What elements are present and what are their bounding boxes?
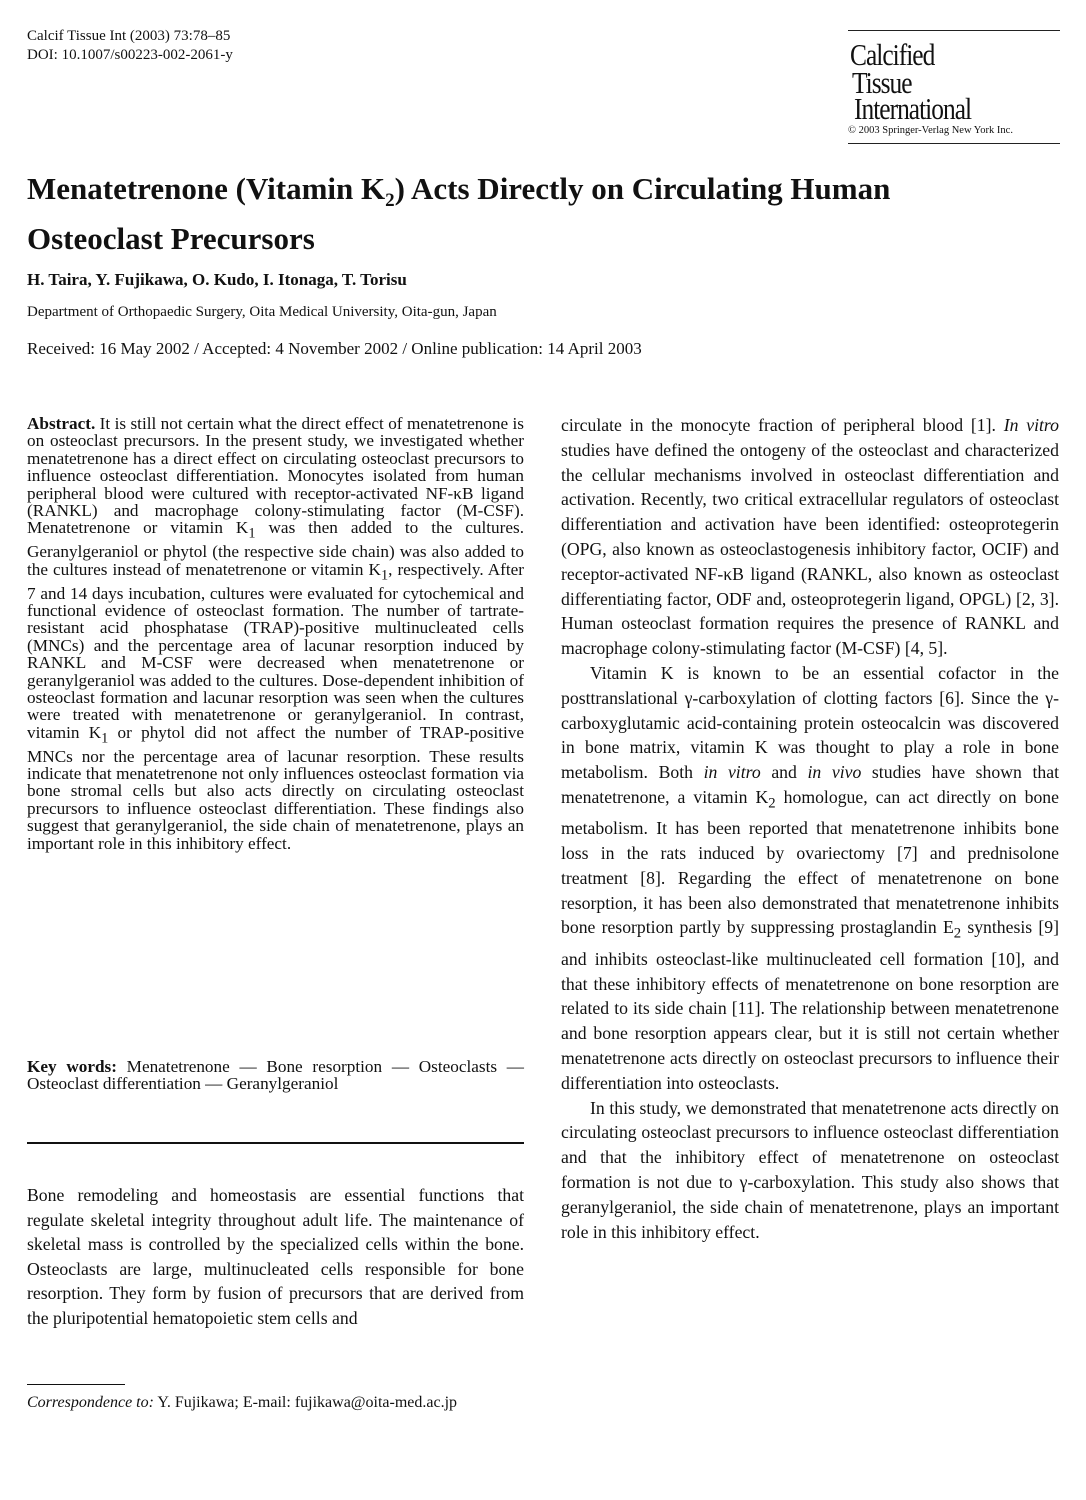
author-list: H. Taira, Y. Fujikawa, O. Kudo, I. Itonaga, T. Torisu <box>27 270 407 289</box>
journal-doi: DOI: 10.1007/s00223-002-2061-y <box>27 47 233 63</box>
p2-text-d: homologue, can act directly on bone metabolism. It has been reported that menatetrenone inhibits bone loss in the rats induced by ovariectomy [7] and prednisolone treatment [8]. Regarding the effect of menatetrenone on bone resorption, it has been also demonstrated that menatetrenone inhibits bone resorption partly by suppressing prostaglandin E <box>561 786 1059 938</box>
p2-text-c: studies have shown that menatetrenone, a vitamin K <box>561 762 1059 807</box>
introduction-left-column: Bone remodeling and homeostasis are essential functions that regulate skeletal integrity throughout adult life. The maintenance of skeletal mass is controlled by the specialized cells within the bone. Osteoclasts are large, multinucleated cells responsible for bone resorption. They form by fusion of precursors that are derived from the pluripotential hematopoietic stem cells and <box>27 1185 524 1328</box>
abstract-text-2: was then added to the cultures. Geranylgeraniol or phytol (the respective side chain) was also added to the cultures instead of menatetrenone or vitamin K <box>27 518 524 579</box>
abstract-sub-1: 1 <box>248 525 256 542</box>
title-subscript: 2 <box>385 190 395 212</box>
p2-sub-2: 2 <box>953 926 962 942</box>
publication-dates: Received: 16 May 2002 / Accepted: 4 November 2002 / Online publication: 14 April 2003 <box>27 339 642 358</box>
abstract-label: Abstract. <box>27 414 96 433</box>
journal-logo <box>848 30 1060 144</box>
journal-reference <box>27 27 233 65</box>
introduction-right-column <box>561 413 1059 1244</box>
article-title <box>27 170 1067 258</box>
keywords-text: Menatetrenone — Bone resorption — Osteoclasts — Osteoclast differentiation — Geranylgeraniol <box>27 1057 524 1094</box>
logo-word-calcified: Calcified <box>850 37 935 72</box>
footnote-label: Correspondence to: <box>27 1394 154 1411</box>
paragraph-1 <box>561 413 1059 661</box>
abstract-sub-3: 1 <box>101 730 109 747</box>
title-part-2: ) Acts Directly on Circulating Human <box>394 171 891 206</box>
p1-italic: In vitro <box>1003 415 1059 435</box>
logo-word-tissue: Tissue <box>852 65 912 100</box>
p2-text-a: Vitamin K is known to be an essential cofactor in the posttranslational γ-carboxylation of clotting factors [6]. Since the γ-carboxyglutamic acid-containing protein osteocalcin was discovered in bone matrix, vitamin K was thought to play a role in bone metabolism. Both <box>561 662 1059 783</box>
abstract <box>27 415 524 852</box>
p2-italic-2: in vivo <box>807 762 862 783</box>
p2-sub-1: 2 <box>768 795 776 812</box>
paragraph-3: In this study, we demonstrated that menatetrenone acts directly on circulating osteoclast precursors to influence osteoclast differentiation and that the inhibitory effect of menatetrenone on osteoclast formation is not due to γ-carboxylation. This study also shows that geranylgeraniol, the side chain of menatetrenone, plays an important role in this inhibitory effect. <box>561 1097 1059 1242</box>
footnote-divider <box>27 1384 125 1385</box>
p1-text-b: studies have defined the ontogeny of the osteoclast and characterized the cellular mechanisms involved in osteoclast differentiation and activation. Recently, two critical extracellular regulators of osteoclast differentiation and activation have been identified: osteoprotegerin (OPG, also known as osteoclastogenesis inhibitory factor, OCIF) and receptor-activated NF-κB ligand (RANKL, also known as osteoclast differentiating factor, ODF and, osteoprotegerin ligand, OPGL) [2, 3]. Human osteoclast formation requires the presence of RANKL and macrophage colony-stimulating factor (M-CSF) [4, 5]. <box>561 439 1059 659</box>
p2-italic-1: in vitro <box>703 762 761 783</box>
publisher-copyright: © 2003 Springer-Verlag New York Inc. <box>848 125 1013 136</box>
p1-text-a: circulate in the monocyte fraction of peripheral blood [1]. <box>561 415 1004 435</box>
affiliation: Department of Orthopaedic Surgery, Oita Medical University, Oita-gun, Japan <box>27 304 497 320</box>
abstract-text-4: or phytol did not affect the number of TRAP-positive MNCs nor the percentage area of lacunar resorption. These results indicate that menatetrenone not only influences osteoclast formation via bone stromal cells but also acts directly on circulating osteoclast precursors to influence osteoclast differentiation. These findings also suggest that geranylgeraniol, the side chain of menatetrenone, plays an important role in this inhibitory effect. <box>27 722 524 853</box>
title-line-2: Osteoclast Precursors <box>27 221 315 257</box>
correspondence-footnote <box>27 1394 524 1412</box>
title-part-1: Menatetrenone (Vitamin K <box>27 171 386 206</box>
abstract-text-3: , respectively. After 7 and 14 days incubation, cultures were evaluated for cytochemical and functional evidence of osteoclast formation. The number of tartrate-resistant acid phosphatase (TRAP)-positive multinucleated cells (MNCs) and the percentage area of lacunar resorption induced by RANKL and M-CSF were decreased when menatetrenone or geranylgeraniol was added to the cultures. Dose-dependent inhibition of osteoclast formation and lacunar resorption was seen when the cultures were treated with menatetrenone or geranylgeraniol. In contrast, vitamin K <box>27 559 525 742</box>
logo-word-international: International <box>854 91 972 126</box>
journal-citation: Calcif Tissue Int (2003) 73:78–85 <box>27 28 231 44</box>
abstract-text-1: It is still not certain what the direct effect of menatetrenone is on osteoclast precursors. In the present study, we investigated whether menatetrenone has a direct effect on circulating osteoclast precursors to influence osteoclast differentiation. Monocytes isolated from human peripheral blood were cultured with receptor-activated NF-κB ligand (RANKL) and macrophage colony-stimulating factor (M-CSF). Menatetrenone or vitamin K <box>27 414 524 538</box>
section-divider <box>27 1142 524 1144</box>
paragraph-2 <box>561 661 1059 1096</box>
p2-text-e: synthesis [9] and inhibits osteoclast-like multinucleated cell formation [10], and that these inhibitory effects of menatetrenone on bone resorption are related to its side chain [11]. The relationship between menatetrenone and bone resorption appears clear, but it is still not certain whether menatetrenone acts directly on osteoclast precursors to influence their differentiation into osteoclasts. <box>561 917 1059 1093</box>
keywords-label: Key words: <box>27 1057 117 1076</box>
footnote-text: Y. Fujikawa; E-mail: fujikawa@oita-med.ac.jp <box>153 1394 458 1411</box>
p2-text-b: and <box>760 762 808 783</box>
abstract-sub-2: 1 <box>380 567 389 584</box>
keywords <box>27 1058 524 1093</box>
